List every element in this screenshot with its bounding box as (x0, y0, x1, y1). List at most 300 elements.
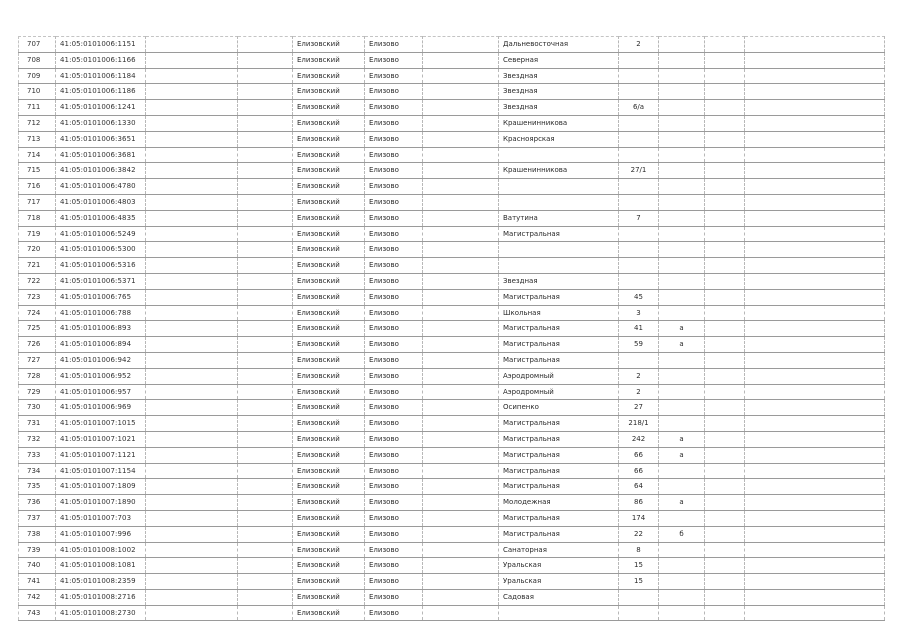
locality-cell: Елизово (365, 574, 423, 590)
empty-cell (705, 37, 745, 53)
letter-cell (659, 605, 705, 621)
cadastral-number-cell: 41:05:0101006:1166 (56, 52, 146, 68)
letter-cell (659, 147, 705, 163)
empty-cell (745, 273, 885, 289)
table-row (19, 179, 885, 195)
empty-cell (705, 400, 745, 416)
empty-cell (745, 210, 885, 226)
locality-cell: Елизово (365, 431, 423, 447)
row-number-cell: 733 (19, 447, 56, 463)
district-cell: Елизовский (293, 242, 365, 258)
district-cell: Елизовский (293, 574, 365, 590)
empty-cell (146, 68, 238, 84)
letter-cell (659, 131, 705, 147)
empty-cell (238, 305, 293, 321)
table-row (19, 242, 885, 258)
empty-cell (146, 463, 238, 479)
empty-cell (423, 210, 499, 226)
row-number-cell: 731 (19, 416, 56, 432)
street-cell: Уральская (499, 558, 619, 574)
district-cell: Елизовский (293, 558, 365, 574)
cadastral-number-cell: 41:05:0101006:957 (56, 384, 146, 400)
empty-cell (238, 258, 293, 274)
empty-cell (423, 589, 499, 605)
house-number-cell: 45 (619, 289, 659, 305)
empty-cell (705, 147, 745, 163)
locality-cell: Елизово (365, 479, 423, 495)
empty-cell (146, 589, 238, 605)
house-number-cell (619, 605, 659, 621)
street-cell: Аэродромный (499, 368, 619, 384)
cadastral-number-cell: 41:05:0101006:3651 (56, 131, 146, 147)
empty-cell (745, 321, 885, 337)
empty-cell (705, 289, 745, 305)
street-cell: Крашенинникова (499, 115, 619, 131)
empty-cell (423, 242, 499, 258)
empty-cell (423, 463, 499, 479)
empty-cell (745, 100, 885, 116)
empty-cell (423, 416, 499, 432)
empty-cell (238, 273, 293, 289)
locality-cell: Елизово (365, 226, 423, 242)
locality-cell: Елизово (365, 510, 423, 526)
street-cell: Дальневосточная (499, 37, 619, 53)
table-row (19, 84, 885, 100)
house-number-cell: 64 (619, 479, 659, 495)
empty-cell (146, 605, 238, 621)
district-cell: Елизовский (293, 447, 365, 463)
table-row (19, 510, 885, 526)
district-cell: Елизовский (293, 305, 365, 321)
house-number-cell: 2 (619, 368, 659, 384)
street-cell (499, 242, 619, 258)
house-number-cell: 15 (619, 558, 659, 574)
empty-cell (146, 479, 238, 495)
district-cell: Елизовский (293, 100, 365, 116)
empty-cell (423, 510, 499, 526)
row-number-cell: 714 (19, 147, 56, 163)
cadastral-number-cell: 41:05:0101008:2716 (56, 589, 146, 605)
locality-cell: Елизово (365, 589, 423, 605)
table-row (19, 163, 885, 179)
table-row (19, 352, 885, 368)
district-cell: Елизовский (293, 163, 365, 179)
table-row (19, 305, 885, 321)
row-number-cell: 740 (19, 558, 56, 574)
empty-cell (423, 273, 499, 289)
empty-cell (745, 368, 885, 384)
letter-cell (659, 273, 705, 289)
row-number-cell: 737 (19, 510, 56, 526)
empty-cell (238, 447, 293, 463)
empty-cell (745, 147, 885, 163)
empty-cell (705, 589, 745, 605)
house-number-cell: 41 (619, 321, 659, 337)
district-cell: Елизовский (293, 510, 365, 526)
letter-cell: б (659, 526, 705, 542)
empty-cell (238, 431, 293, 447)
table-row (19, 210, 885, 226)
empty-cell (705, 431, 745, 447)
empty-cell (745, 558, 885, 574)
district-cell: Елизовский (293, 258, 365, 274)
empty-cell (745, 179, 885, 195)
table-row (19, 131, 885, 147)
row-number-cell: 716 (19, 179, 56, 195)
locality-cell: Елизово (365, 84, 423, 100)
table-row (19, 68, 885, 84)
empty-cell (705, 242, 745, 258)
empty-cell (745, 68, 885, 84)
district-cell: Елизовский (293, 37, 365, 53)
row-number-cell: 726 (19, 337, 56, 353)
house-number-cell: 22 (619, 526, 659, 542)
letter-cell (659, 179, 705, 195)
letter-cell (659, 194, 705, 210)
cadastral-number-cell: 41:05:0101006:894 (56, 337, 146, 353)
letter-cell (659, 510, 705, 526)
empty-cell (146, 273, 238, 289)
empty-cell (238, 352, 293, 368)
empty-cell (705, 574, 745, 590)
table-row (19, 115, 885, 131)
row-number-cell: 727 (19, 352, 56, 368)
locality-cell: Елизово (365, 242, 423, 258)
letter-cell (659, 384, 705, 400)
empty-cell (238, 400, 293, 416)
locality-cell: Елизово (365, 179, 423, 195)
district-cell: Елизовский (293, 526, 365, 542)
empty-cell (146, 431, 238, 447)
empty-cell (705, 558, 745, 574)
table-row (19, 416, 885, 432)
empty-cell (238, 479, 293, 495)
empty-cell (146, 447, 238, 463)
empty-cell (146, 194, 238, 210)
empty-cell (745, 131, 885, 147)
locality-cell: Елизово (365, 147, 423, 163)
empty-cell (423, 558, 499, 574)
empty-cell (745, 400, 885, 416)
row-number-cell: 712 (19, 115, 56, 131)
row-number-cell: 720 (19, 242, 56, 258)
empty-cell (238, 210, 293, 226)
empty-cell (423, 447, 499, 463)
cadastral-number-cell: 41:05:0101006:5316 (56, 258, 146, 274)
letter-cell (659, 305, 705, 321)
empty-cell (423, 431, 499, 447)
district-cell: Елизовский (293, 131, 365, 147)
cadastral-number-cell: 41:05:0101008:2730 (56, 605, 146, 621)
locality-cell: Елизово (365, 305, 423, 321)
empty-cell (238, 542, 293, 558)
empty-cell (705, 479, 745, 495)
empty-cell (745, 194, 885, 210)
cadastral-number-cell: 41:05:0101006:1241 (56, 100, 146, 116)
row-number-cell: 722 (19, 273, 56, 289)
letter-cell (659, 416, 705, 432)
row-number-cell: 739 (19, 542, 56, 558)
table-row (19, 526, 885, 542)
district-cell: Елизовский (293, 479, 365, 495)
empty-cell (423, 337, 499, 353)
empty-cell (423, 226, 499, 242)
letter-cell (659, 289, 705, 305)
empty-cell (705, 52, 745, 68)
cadastral-number-cell: 41:05:0101006:893 (56, 321, 146, 337)
street-cell (499, 258, 619, 274)
empty-cell (238, 510, 293, 526)
empty-cell (238, 589, 293, 605)
empty-cell (146, 52, 238, 68)
letter-cell (659, 258, 705, 274)
house-number-cell: 2 (619, 384, 659, 400)
letter-cell (659, 115, 705, 131)
empty-cell (146, 226, 238, 242)
locality-cell: Елизово (365, 100, 423, 116)
locality-cell: Елизово (365, 495, 423, 511)
empty-cell (745, 495, 885, 511)
house-number-cell: 242 (619, 431, 659, 447)
house-number-cell: 7 (619, 210, 659, 226)
house-number-cell (619, 194, 659, 210)
street-cell: Уральская (499, 574, 619, 590)
house-number-cell: 66 (619, 463, 659, 479)
empty-cell (146, 542, 238, 558)
empty-cell (705, 416, 745, 432)
district-cell: Елизовский (293, 605, 365, 621)
cadastral-number-cell: 41:05:0101006:4835 (56, 210, 146, 226)
cadastral-number-cell: 41:05:0101006:788 (56, 305, 146, 321)
house-number-cell: 59 (619, 337, 659, 353)
empty-cell (705, 84, 745, 100)
empty-cell (238, 147, 293, 163)
street-cell: Звездная (499, 68, 619, 84)
district-cell: Елизовский (293, 226, 365, 242)
empty-cell (705, 337, 745, 353)
empty-cell (745, 337, 885, 353)
empty-cell (146, 210, 238, 226)
empty-cell (146, 84, 238, 100)
row-number-cell: 709 (19, 68, 56, 84)
table-row (19, 226, 885, 242)
table-row (19, 479, 885, 495)
empty-cell (745, 574, 885, 590)
empty-cell (146, 400, 238, 416)
letter-cell: а (659, 495, 705, 511)
cadastral-number-cell: 41:05:0101007:996 (56, 526, 146, 542)
cadastral-number-cell: 41:05:0101006:5300 (56, 242, 146, 258)
street-cell: Магистральная (499, 447, 619, 463)
row-number-cell: 724 (19, 305, 56, 321)
empty-cell (146, 495, 238, 511)
street-cell: Садовая (499, 589, 619, 605)
empty-cell (238, 463, 293, 479)
house-number-cell (619, 179, 659, 195)
empty-cell (705, 210, 745, 226)
street-cell: Крашенинникова (499, 163, 619, 179)
empty-cell (238, 52, 293, 68)
street-cell: Звездная (499, 84, 619, 100)
empty-cell (745, 163, 885, 179)
empty-cell (705, 163, 745, 179)
empty-cell (423, 100, 499, 116)
house-number-cell (619, 273, 659, 289)
empty-cell (745, 416, 885, 432)
empty-cell (146, 305, 238, 321)
letter-cell (659, 226, 705, 242)
empty-cell (705, 384, 745, 400)
house-number-cell (619, 242, 659, 258)
row-number-cell: 708 (19, 52, 56, 68)
letter-cell (659, 37, 705, 53)
empty-cell (705, 605, 745, 621)
house-number-cell: 8 (619, 542, 659, 558)
row-number-cell: 715 (19, 163, 56, 179)
letter-cell (659, 210, 705, 226)
row-number-cell: 736 (19, 495, 56, 511)
locality-cell: Елизово (365, 605, 423, 621)
district-cell: Елизовский (293, 384, 365, 400)
locality-cell: Елизово (365, 115, 423, 131)
cadastral-number-cell: 41:05:0101008:1002 (56, 542, 146, 558)
letter-cell (659, 163, 705, 179)
street-cell: Санаторная (499, 542, 619, 558)
empty-cell (238, 179, 293, 195)
empty-cell (705, 510, 745, 526)
empty-cell (745, 37, 885, 53)
empty-cell (146, 179, 238, 195)
district-cell: Елизовский (293, 431, 365, 447)
street-cell: Магистральная (499, 289, 619, 305)
row-number-cell: 734 (19, 463, 56, 479)
letter-cell: а (659, 321, 705, 337)
empty-cell (146, 574, 238, 590)
empty-cell (423, 131, 499, 147)
house-number-cell (619, 84, 659, 100)
district-cell: Елизовский (293, 52, 365, 68)
empty-cell (146, 368, 238, 384)
locality-cell: Елизово (365, 163, 423, 179)
table-row (19, 589, 885, 605)
street-cell: Магистральная (499, 416, 619, 432)
table-row (19, 574, 885, 590)
cadastral-number-cell: 41:05:0101006:765 (56, 289, 146, 305)
empty-cell (745, 384, 885, 400)
empty-cell (146, 242, 238, 258)
document-table-sheet (18, 36, 884, 621)
cadastral-number-cell: 41:05:0101007:1015 (56, 416, 146, 432)
row-number-cell: 711 (19, 100, 56, 116)
cadastral-number-cell: 41:05:0101006:1186 (56, 84, 146, 100)
locality-cell: Елизово (365, 463, 423, 479)
table-row (19, 558, 885, 574)
house-number-cell: 27 (619, 400, 659, 416)
street-cell: Магистральная (499, 526, 619, 542)
empty-cell (745, 479, 885, 495)
locality-cell: Елизово (365, 210, 423, 226)
street-cell (499, 605, 619, 621)
empty-cell (705, 495, 745, 511)
street-cell: Красноярская (499, 131, 619, 147)
empty-cell (423, 479, 499, 495)
cadastral-number-cell: 41:05:0101006:5371 (56, 273, 146, 289)
empty-cell (238, 384, 293, 400)
table-row (19, 400, 885, 416)
empty-cell (423, 574, 499, 590)
empty-cell (745, 526, 885, 542)
empty-cell (705, 226, 745, 242)
house-number-cell: 6/а (619, 100, 659, 116)
empty-cell (705, 463, 745, 479)
district-cell: Елизовский (293, 68, 365, 84)
district-cell: Елизовский (293, 115, 365, 131)
street-cell: Звездная (499, 273, 619, 289)
street-cell (499, 147, 619, 163)
letter-cell (659, 463, 705, 479)
empty-cell (745, 305, 885, 321)
cadastral-number-cell: 41:05:0101007:703 (56, 510, 146, 526)
street-cell: Школьная (499, 305, 619, 321)
empty-cell (146, 558, 238, 574)
empty-cell (423, 115, 499, 131)
locality-cell: Елизово (365, 558, 423, 574)
empty-cell (745, 352, 885, 368)
locality-cell: Елизово (365, 37, 423, 53)
house-number-cell (619, 589, 659, 605)
cadastral-number-cell: 41:05:0101006:3681 (56, 147, 146, 163)
empty-cell (146, 416, 238, 432)
empty-cell (146, 115, 238, 131)
table-row (19, 542, 885, 558)
empty-cell (238, 226, 293, 242)
table-row (19, 495, 885, 511)
empty-cell (745, 52, 885, 68)
empty-cell (705, 368, 745, 384)
street-cell: Аэродромный (499, 384, 619, 400)
empty-cell (423, 289, 499, 305)
empty-cell (146, 258, 238, 274)
street-cell: Магистральная (499, 431, 619, 447)
locality-cell: Елизово (365, 400, 423, 416)
empty-cell (705, 194, 745, 210)
cadastral-number-cell: 41:05:0101007:1154 (56, 463, 146, 479)
empty-cell (238, 84, 293, 100)
row-number-cell: 738 (19, 526, 56, 542)
empty-cell (705, 305, 745, 321)
empty-cell (238, 131, 293, 147)
row-number-cell: 743 (19, 605, 56, 621)
empty-cell (745, 84, 885, 100)
locality-cell: Елизово (365, 258, 423, 274)
empty-cell (745, 463, 885, 479)
empty-cell (705, 321, 745, 337)
locality-cell: Елизово (365, 352, 423, 368)
empty-cell (238, 526, 293, 542)
empty-cell (423, 321, 499, 337)
letter-cell (659, 589, 705, 605)
house-number-cell (619, 258, 659, 274)
empty-cell (238, 194, 293, 210)
empty-cell (705, 352, 745, 368)
house-number-cell (619, 131, 659, 147)
house-number-cell: 66 (619, 447, 659, 463)
empty-cell (705, 115, 745, 131)
empty-cell (423, 384, 499, 400)
empty-cell (745, 447, 885, 463)
empty-cell (146, 510, 238, 526)
locality-cell: Елизово (365, 52, 423, 68)
